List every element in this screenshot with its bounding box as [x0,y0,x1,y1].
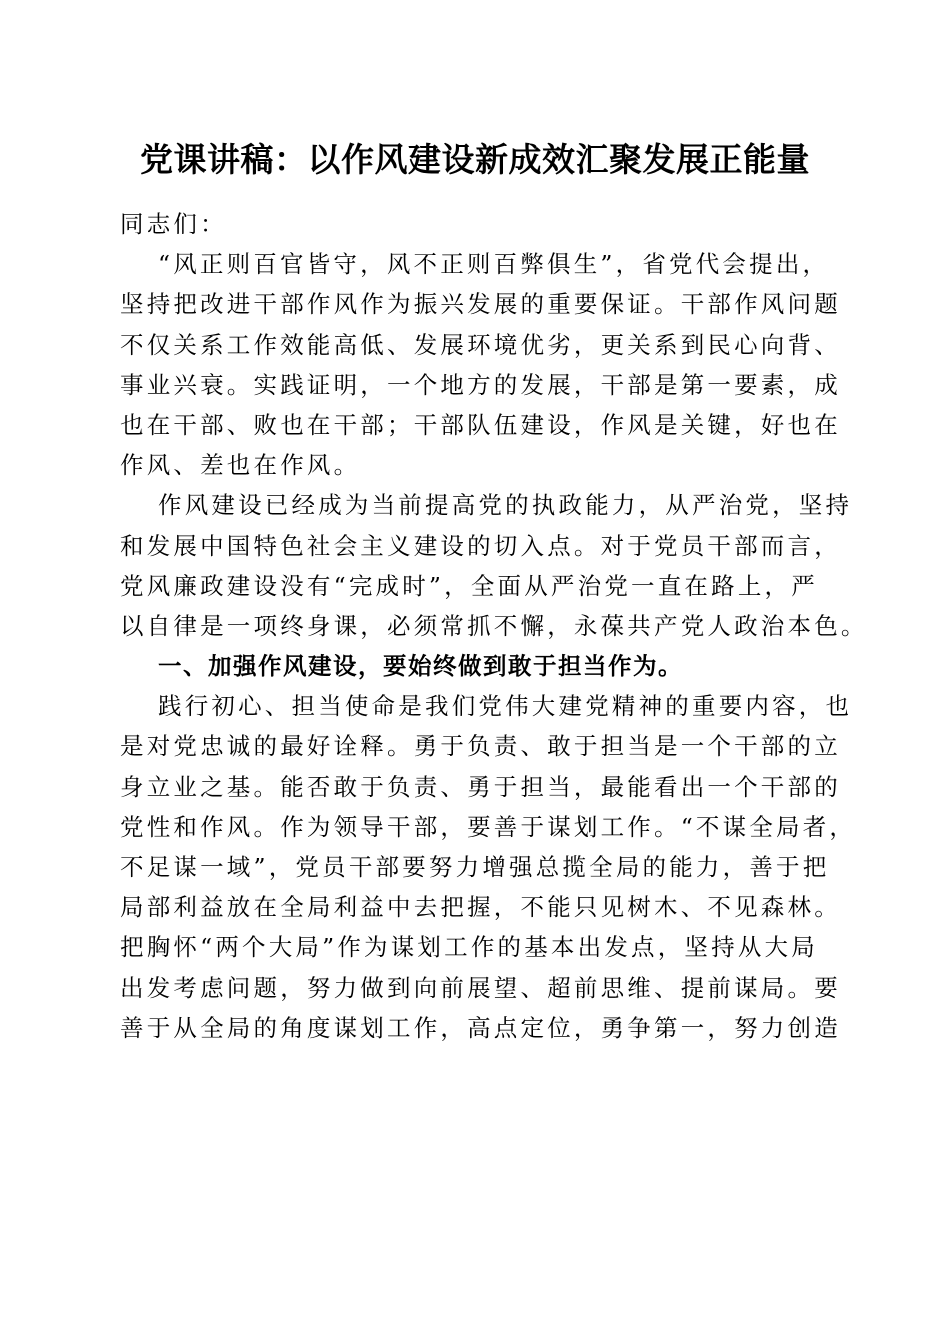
paragraph-line: 党性和作风。作为领导干部，要善于谋划工作。“不谋全局者， [120,812,857,841]
paragraph-line: 践行初心、担当使命是我们党伟大建党精神的重要内容，也 [158,692,853,721]
paragraph-line: 不仅关系工作效能高低、发展环境优劣，更关系到民心向背、 [120,330,841,359]
paragraph-line: 局部利益放在全局利益中去把握，不能只见树木、不见森林。 [120,893,841,922]
paragraph-line: 不足谋一域”，党员干部要努力增强总揽全局的能力，善于把 [120,853,830,881]
paragraph-line: 事业兴衰。实践证明，一个地方的发展，干部是第一要素，成 [120,370,841,399]
paragraph-line: 以自律是一项终身课，必须常抓不懈，永葆共产党人政治本色。 [120,611,868,640]
paragraph-line: 作风建设已经成为当前提高党的执政能力，从严治党，坚持 [158,491,853,520]
paragraph-line: 作风、差也在作风。 [120,451,361,480]
paragraph-line: 善于从全局的角度谋划工作，高点定位，勇争第一，努力创造 [120,1013,841,1042]
document-title: 党课讲稿：以作风建设新成效汇聚发展正能量 [140,140,810,179]
paragraph-line: 党风廉政建设没有“完成时”，全面从严治党一直在路上，严 [120,571,818,600]
section-heading: 一、加强作风建设，要始终做到敢于担当作为。 [158,652,683,681]
salutation: 同志们： [120,210,227,238]
paragraph-line: 是对党忠诚的最好诠释。勇于负责、敢于担当是一个干部的立 [120,732,841,761]
paragraph-line: 出发考虑问题，努力做到向前展望、超前思维、提前谋局。要 [120,973,841,1002]
paragraph-line: “风正则百官皆守，风不正则百弊俱生”，省党代会提出， [158,250,830,279]
paragraph-line: 坚持把改进干部作风作为振兴发展的重要保证。干部作风问题 [120,290,841,319]
paragraph-line: 也在干部、败也在干部；干部队伍建设，作风是关键，好也在 [120,410,841,439]
paragraph-line: 和发展中国特色社会主义建设的切入点。对于党员干部而言， [120,531,841,560]
body-lines [120,244,868,1048]
paragraph-line: 身立业之基。能否敢于负责、勇于担当，最能看出一个干部的 [120,772,841,801]
document-body [120,204,868,1048]
paragraph-line: 把胸怀“两个大局”作为谋划工作的基本出发点，坚持从大局 [120,933,818,962]
